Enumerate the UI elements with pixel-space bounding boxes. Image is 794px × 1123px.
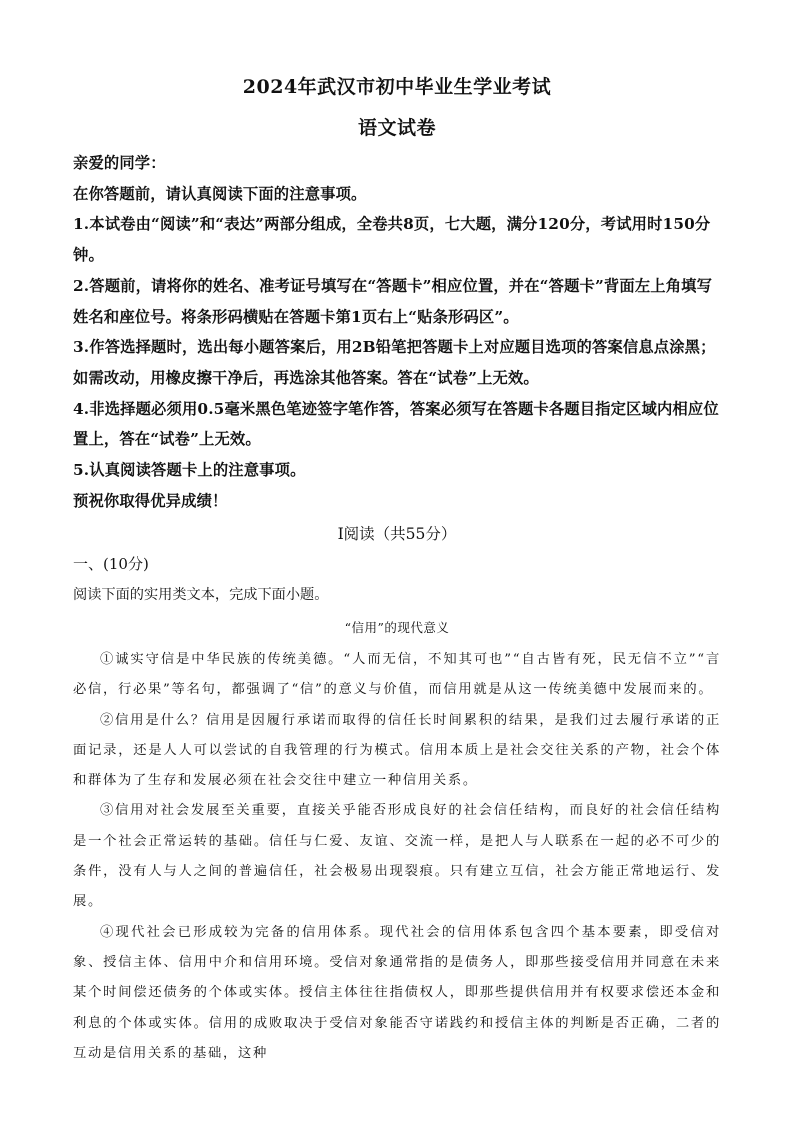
notice-item: 4.非选择题必须用0.5毫米黑色笔迹签字笔作答，答案必须写在答题卡各题目指定区域内相应位置上，答在“试卷”上无效。 (73, 399, 719, 449)
notice-item: 2.答题前，请将你的姓名、准考证号填写在“答题卡”相应位置，并在“答题卡”背面左上角填写姓名和座位号。将条形码横贴在答题卡第1页右上“贴条形码区”。 (73, 276, 713, 326)
article-paragraph: ④现代社会已形成较为完备的信用体系。现代社会的信用体系包含四个基本要素，即受信对象、授信主体、信用中介和信用环境。受信对象通常指的是债务人，即那些接受信用并同意在未来某个时间偿还债务的个体或实体。授信主体往往指债权人，即那些提供信用并有权要求偿还本金和利息的个体或实体。信用的成败取决于受信对象能否守诺践约和授信主体的判断是否正确，二者的互动是信用关系的基础，这种 (73, 924, 721, 1061)
notice-item: 3.作答选择题时，选出每小题答案后，用2B铅笔把答题卡上对应题目选项的答案信息点涂黑；如需改动，用橡皮擦干净后，再选涂其他答案。答在“试卷”上无效。 (73, 338, 716, 387)
notice-greeting: 亲爱的同学： (73, 154, 166, 172)
article-paragraph: ①诚实守信是中华民族的传统美德。“人而无信，不知其可也”“自古皆有死，民无信不立”“言必信，行必果”等名句，都强调了“信”的意义与价值，而信用就是从这一传统美德中发展而来的。 (73, 652, 721, 698)
exam-title: 2024年武汉市初中毕业生学业考试 (242, 76, 552, 98)
section-heading: Ⅰ阅读（共55分） (337, 525, 457, 543)
notice-item: 5.认真阅读答题卡上的注意事项。 (73, 461, 306, 480)
question-heading: 一、(10分) (73, 555, 149, 573)
article-paragraph: ③信用对社会发展至关重要，直接关乎能否形成良好的社会信任结构，而良好的社会信任结构是一个社会正常运转的基础。信任与仁爱、友谊、交流一样，是把人与人联系在一起的必不可少的条件，没有人与人之间的普遍信任，社会极易出现裂痕。只有建立互信，社会方能正常地运行、发展。 (73, 803, 721, 910)
exam-subtitle: 语文试卷 (357, 117, 436, 139)
article-body (73, 645, 721, 1069)
notice-intro: 在你答题前，请认真阅读下面的注意事项。 (73, 184, 367, 203)
question-instruction: 阅读下面的实用类文本，完成下面小题。 (73, 587, 329, 603)
notice-block (73, 148, 723, 516)
article-paragraph: ②信用是什么？信用是因履行承诺而取得的信任长时间累积的结果，是我们过去履行承诺的正面记录，还是人人可以尝试的自我管理的行为模式。信用本质上是社会交往关系的产物，社会个体和群体为了生存和发展必须在社会交往中建立一种信用关系。 (73, 712, 721, 789)
notice-item: 1.本试卷由“阅读”和“表达”两部分组成，全卷共8页，七大题，满分120分，考试用时150分钟。 (73, 215, 711, 265)
article-title: “信用”的现代意义 (344, 620, 450, 635)
notice-closing: 预祝你取得优异成绩！ (73, 491, 228, 510)
